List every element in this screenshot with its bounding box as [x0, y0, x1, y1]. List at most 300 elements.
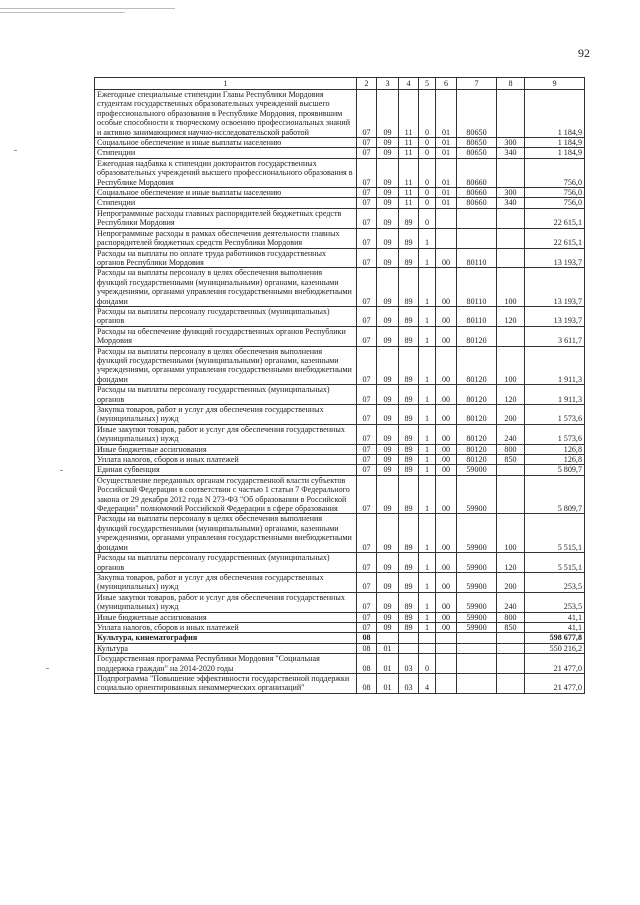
section-code: 07 — [357, 444, 377, 454]
direction-code: 01 — [436, 158, 457, 187]
type-code — [497, 465, 525, 475]
row-name: Расходы на выплаты персоналу государственных (муниципальных) органов — [95, 306, 357, 326]
row-name: Осуществление переданных органам государственной власти субъектов Российской Федерации в соответствии с частью 1 статьи 7 Федерального закона от 29 декабря 2012 года N 273-ФЗ "Об образовании в Российской Федерации" полномочий Российской Федерации в сфере образования — [95, 475, 357, 514]
type-code: 200 — [497, 572, 525, 592]
direction-code: 01 — [436, 148, 457, 158]
subsection-code: 09 — [377, 138, 399, 148]
subsection-code: 09 — [377, 90, 399, 138]
table-row — [95, 326, 585, 346]
table-row — [95, 90, 585, 138]
expense-code — [457, 228, 497, 248]
section-code: 07 — [357, 514, 377, 553]
row-name: Расходы на выплаты персоналу в целях обеспечения выполнения функций государственными (муниципальными) органами, казенными учреждениями, органами управления государственными внебюджетными фондами — [95, 514, 357, 553]
scan-mark — [46, 668, 49, 669]
section-code: 07 — [357, 346, 377, 385]
section-code: 07 — [357, 198, 377, 208]
row-amount: 13 193,7 — [525, 248, 585, 268]
section-code: 07 — [357, 90, 377, 138]
row-name: Стипендии — [95, 148, 357, 158]
scan-mark — [60, 470, 63, 471]
column-header: 8 — [497, 78, 525, 90]
type-code: 120 — [497, 306, 525, 326]
expense-code: 80650 — [457, 138, 497, 148]
expense-code: 80660 — [457, 198, 497, 208]
row-amount: 41,1 — [525, 612, 585, 622]
direction-code — [436, 228, 457, 248]
subsection-code: 09 — [377, 198, 399, 208]
type-code — [497, 90, 525, 138]
type-code — [497, 643, 525, 653]
column-header: 6 — [436, 78, 457, 90]
row-amount: 22 615,1 — [525, 208, 585, 228]
row-name: Стипендии — [95, 198, 357, 208]
type-code: 240 — [497, 424, 525, 444]
subsection-code: 09 — [377, 188, 399, 198]
type-code — [497, 673, 525, 693]
direction-code: 00 — [436, 592, 457, 612]
program-code: 89 — [399, 268, 419, 307]
row-amount: 21 477,0 — [525, 654, 585, 674]
column-header: 2 — [357, 78, 377, 90]
section-code: 07 — [357, 228, 377, 248]
section-code: 07 — [357, 612, 377, 622]
direction-code: 00 — [436, 326, 457, 346]
table-row — [95, 673, 585, 693]
subsection-code: 09 — [377, 514, 399, 553]
row-amount: 756,0 — [525, 158, 585, 187]
program-code — [399, 633, 419, 643]
direction-code — [436, 643, 457, 653]
expense-code: 80110 — [457, 248, 497, 268]
subsection-code: 09 — [377, 622, 399, 632]
subsection-code: 01 — [377, 673, 399, 693]
table-row — [95, 514, 585, 553]
program-code: 89 — [399, 612, 419, 622]
table-row — [95, 465, 585, 475]
section-code: 07 — [357, 138, 377, 148]
program-code: 89 — [399, 326, 419, 346]
table-row — [95, 158, 585, 187]
expense-code: 80110 — [457, 306, 497, 326]
expense-code: 59900 — [457, 572, 497, 592]
subsection-code: 09 — [377, 326, 399, 346]
page-number: 92 — [578, 46, 590, 60]
row-amount: 1 911,3 — [525, 385, 585, 405]
row-amount: 5 809,7 — [525, 465, 585, 475]
direction-code — [436, 654, 457, 674]
expense-code: 80120 — [457, 346, 497, 385]
row-name: Расходы на выплаты персоналу в целях обеспечения выполнения функций государственными (муниципальными) органами, казенными учреждениями, органами управления государственными внебюджетными фондами — [95, 268, 357, 307]
budget-table — [94, 77, 585, 694]
subsection-code: 09 — [377, 158, 399, 187]
subsection-code: 09 — [377, 455, 399, 465]
type-code: 300 — [497, 138, 525, 148]
program-code: 89 — [399, 514, 419, 553]
subprogram-code — [419, 633, 436, 643]
row-name: Подпрограмма "Повышение эффективности государственной поддержки социально ориентированных некоммерческих организаций" — [95, 673, 357, 693]
section-code: 07 — [357, 188, 377, 198]
direction-code: 00 — [436, 405, 457, 425]
type-code — [497, 158, 525, 187]
table-row — [95, 198, 585, 208]
direction-code: 00 — [436, 268, 457, 307]
expense-code: 59900 — [457, 622, 497, 632]
row-amount: 1 911,3 — [525, 346, 585, 385]
expense-code: 80120 — [457, 385, 497, 405]
section-code: 08 — [357, 654, 377, 674]
subsection-code: 09 — [377, 465, 399, 475]
subsection-code: 09 — [377, 475, 399, 514]
subprogram-code: 0 — [419, 654, 436, 674]
row-name: Социальное обеспечение и иные выплаты населению — [95, 188, 357, 198]
type-code — [497, 248, 525, 268]
section-code: 08 — [357, 643, 377, 653]
table-row — [95, 654, 585, 674]
program-code: 11 — [399, 148, 419, 158]
subprogram-code: 1 — [419, 385, 436, 405]
program-code: 89 — [399, 208, 419, 228]
row-amount: 5 515,1 — [525, 514, 585, 553]
section-code: 07 — [357, 148, 377, 158]
column-header: 7 — [457, 78, 497, 90]
row-name: Расходы на выплаты персоналу государственных (муниципальных) органов — [95, 385, 357, 405]
table-row — [95, 385, 585, 405]
table-row — [95, 248, 585, 268]
expense-code — [457, 643, 497, 653]
direction-code: 01 — [436, 198, 457, 208]
program-code: 11 — [399, 188, 419, 198]
type-code — [497, 475, 525, 514]
expense-code: 80120 — [457, 455, 497, 465]
table-row — [95, 455, 585, 465]
program-code: 11 — [399, 138, 419, 148]
table-row — [95, 188, 585, 198]
type-code — [497, 633, 525, 643]
row-amount: 3 611,7 — [525, 326, 585, 346]
program-code: 89 — [399, 553, 419, 573]
section-code: 08 — [357, 673, 377, 693]
column-header: 1 — [95, 78, 357, 90]
expense-code: 80120 — [457, 326, 497, 346]
table-row — [95, 346, 585, 385]
subsection-code: 09 — [377, 268, 399, 307]
type-code: 100 — [497, 268, 525, 307]
subsection-code: 09 — [377, 405, 399, 425]
subprogram-code: 1 — [419, 444, 436, 454]
subprogram-code: 1 — [419, 424, 436, 444]
program-code: 89 — [399, 385, 419, 405]
row-amount: 22 615,1 — [525, 228, 585, 248]
type-code: 120 — [497, 385, 525, 405]
table-row — [95, 612, 585, 622]
row-name: Закупка товаров, работ и услуг для обеспечения государственных (муниципальных) нужд — [95, 572, 357, 592]
subsection-code: 09 — [377, 208, 399, 228]
row-name: Уплата налогов, сборов и иных платежей — [95, 455, 357, 465]
expense-code: 80120 — [457, 424, 497, 444]
program-code: 89 — [399, 306, 419, 326]
subprogram-code: 1 — [419, 553, 436, 573]
subsection-code: 09 — [377, 444, 399, 454]
section-code: 07 — [357, 592, 377, 612]
section-code: 07 — [357, 208, 377, 228]
subprogram-code: 1 — [419, 622, 436, 632]
expense-code: 59900 — [457, 553, 497, 573]
table-row — [95, 424, 585, 444]
program-code: 89 — [399, 405, 419, 425]
table-body — [95, 90, 585, 694]
header-row — [95, 78, 585, 90]
column-header: 9 — [525, 78, 585, 90]
program-code — [399, 643, 419, 653]
direction-code — [436, 633, 457, 643]
direction-code: 00 — [436, 514, 457, 553]
direction-code: 00 — [436, 424, 457, 444]
subprogram-code: 1 — [419, 346, 436, 385]
expense-code: 80120 — [457, 444, 497, 454]
subprogram-code: 0 — [419, 138, 436, 148]
program-code: 89 — [399, 465, 419, 475]
expense-code: 80660 — [457, 188, 497, 198]
subprogram-code: 1 — [419, 326, 436, 346]
type-code: 800 — [497, 612, 525, 622]
subsection-code: 09 — [377, 385, 399, 405]
table-row — [95, 306, 585, 326]
type-code: 340 — [497, 198, 525, 208]
row-name: Государственная программа Республики Мордовия "Социальная поддержка граждан" на 2014-2020 годы — [95, 654, 357, 674]
subprogram-code: 0 — [419, 208, 436, 228]
direction-code: 00 — [436, 465, 457, 475]
column-header: 3 — [377, 78, 399, 90]
subprogram-code: 0 — [419, 198, 436, 208]
section-code: 08 — [357, 633, 377, 643]
expense-code — [457, 633, 497, 643]
type-code — [497, 228, 525, 248]
row-amount: 756,0 — [525, 188, 585, 198]
expense-code — [457, 208, 497, 228]
expense-code: 80650 — [457, 148, 497, 158]
row-amount: 253,5 — [525, 572, 585, 592]
table-row — [95, 444, 585, 454]
row-name: Расходы на обеспечение функций государственных органов Республики Мордовия — [95, 326, 357, 346]
direction-code: 00 — [436, 248, 457, 268]
expense-code: 59900 — [457, 612, 497, 622]
row-name: Единая субвенция — [95, 465, 357, 475]
direction-code: 00 — [436, 455, 457, 465]
row-name: Непрограммные расходы главных распорядителей бюджетных средств Республики Мордовия — [95, 208, 357, 228]
type-code — [497, 654, 525, 674]
subsection-code: 09 — [377, 346, 399, 385]
subprogram-code: 1 — [419, 572, 436, 592]
column-header: 4 — [399, 78, 419, 90]
row-name: Социальное обеспечение и иные выплаты населению — [95, 138, 357, 148]
table-row — [95, 208, 585, 228]
subprogram-code: 1 — [419, 592, 436, 612]
direction-code: 01 — [436, 138, 457, 148]
type-code: 850 — [497, 455, 525, 465]
program-code: 11 — [399, 90, 419, 138]
subprogram-code: 0 — [419, 148, 436, 158]
subprogram-code: 1 — [419, 465, 436, 475]
type-code: 340 — [497, 148, 525, 158]
row-amount: 13 193,7 — [525, 306, 585, 326]
subsection-code: 09 — [377, 553, 399, 573]
subprogram-code: 1 — [419, 228, 436, 248]
direction-code: 00 — [436, 444, 457, 454]
row-amount: 5 515,1 — [525, 553, 585, 573]
row-name: Иные закупки товаров, работ и услуг для обеспечения государственных (муниципальных) нужд — [95, 424, 357, 444]
row-amount: 1 573,6 — [525, 405, 585, 425]
program-code: 03 — [399, 654, 419, 674]
table-row — [95, 553, 585, 573]
subprogram-code: 1 — [419, 475, 436, 514]
table-row — [95, 138, 585, 148]
subsection-code: 01 — [377, 654, 399, 674]
table-row — [95, 405, 585, 425]
subsection-code: 09 — [377, 148, 399, 158]
program-code: 89 — [399, 592, 419, 612]
row-amount: 5 809,7 — [525, 475, 585, 514]
subprogram-code: 0 — [419, 188, 436, 198]
row-amount: 1 184,9 — [525, 138, 585, 148]
program-code: 89 — [399, 455, 419, 465]
subprogram-code: 0 — [419, 158, 436, 187]
table-row — [95, 475, 585, 514]
subsection-code — [377, 633, 399, 643]
row-name: Расходы на выплаты персоналу государственных (муниципальных) органов — [95, 553, 357, 573]
subprogram-code: 1 — [419, 248, 436, 268]
expense-code: 80120 — [457, 405, 497, 425]
table-row — [95, 148, 585, 158]
expense-code: 59000 — [457, 465, 497, 475]
table-row — [95, 268, 585, 307]
subprogram-code — [419, 643, 436, 653]
direction-code: 01 — [436, 90, 457, 138]
direction-code — [436, 208, 457, 228]
row-name: Расходы на выплаты персоналу в целях обеспечения выполнения функций государственными (муниципальными) органами, казенными учреждениями, органами управления государственными внебюджетными фондами — [95, 346, 357, 385]
section-code: 07 — [357, 405, 377, 425]
program-code: 89 — [399, 572, 419, 592]
row-amount: 126,8 — [525, 455, 585, 465]
row-amount: 21 477,0 — [525, 673, 585, 693]
subprogram-code: 1 — [419, 514, 436, 553]
table-row — [95, 572, 585, 592]
type-code: 240 — [497, 592, 525, 612]
column-header: 5 — [419, 78, 436, 90]
row-name: Закупка товаров, работ и услуг для обеспечения государственных (муниципальных) нужд — [95, 405, 357, 425]
direction-code: 01 — [436, 188, 457, 198]
type-code: 200 — [497, 405, 525, 425]
type-code — [497, 208, 525, 228]
row-amount: 1 184,9 — [525, 90, 585, 138]
program-code: 89 — [399, 228, 419, 248]
row-name: Уплата налогов, сборов и иных платежей — [95, 622, 357, 632]
subprogram-code: 1 — [419, 405, 436, 425]
row-name: Иные закупки товаров, работ и услуг для обеспечения государственных (муниципальных) нужд — [95, 592, 357, 612]
expense-code — [457, 654, 497, 674]
row-amount: 550 216,2 — [525, 643, 585, 653]
row-name: Культура — [95, 643, 357, 653]
section-code: 07 — [357, 475, 377, 514]
table-row — [95, 643, 585, 653]
program-code: 89 — [399, 444, 419, 454]
subsection-code: 09 — [377, 572, 399, 592]
program-code: 11 — [399, 198, 419, 208]
expense-code: 59900 — [457, 514, 497, 553]
row-name: Иные бюджетные ассигнования — [95, 444, 357, 454]
expense-code: 80660 — [457, 158, 497, 187]
row-amount: 598 677,8 — [525, 633, 585, 643]
row-amount: 1 573,6 — [525, 424, 585, 444]
program-code: 89 — [399, 475, 419, 514]
row-name: Ежегодная надбавка к стипендии докторантов государственных образовательных учреждений высшего профессионального образования в Республике Мордовия — [95, 158, 357, 187]
type-code: 300 — [497, 188, 525, 198]
expense-code: 59900 — [457, 592, 497, 612]
section-code: 07 — [357, 326, 377, 346]
program-code: 89 — [399, 622, 419, 632]
expense-code: 80650 — [457, 90, 497, 138]
type-code: 800 — [497, 444, 525, 454]
row-name: Культура, кинематография — [95, 633, 357, 643]
subprogram-code: 0 — [419, 90, 436, 138]
table-row — [95, 592, 585, 612]
subsection-code: 01 — [377, 643, 399, 653]
type-code: 850 — [497, 622, 525, 632]
subsection-code: 09 — [377, 612, 399, 622]
type-code: 120 — [497, 553, 525, 573]
row-name: Расходы на выплаты по оплате труда работников государственных органов Республики Мордовия — [95, 248, 357, 268]
section-code: 07 — [357, 622, 377, 632]
table-row — [95, 633, 585, 643]
direction-code: 00 — [436, 553, 457, 573]
section-code: 07 — [357, 268, 377, 307]
direction-code — [436, 673, 457, 693]
direction-code: 00 — [436, 346, 457, 385]
program-code: 03 — [399, 673, 419, 693]
row-amount: 41,1 — [525, 622, 585, 632]
row-amount: 756,0 — [525, 198, 585, 208]
row-amount: 13 193,7 — [525, 268, 585, 307]
subprogram-code: 4 — [419, 673, 436, 693]
section-code: 07 — [357, 248, 377, 268]
direction-code: 00 — [436, 385, 457, 405]
program-code: 89 — [399, 248, 419, 268]
section-code: 07 — [357, 424, 377, 444]
subsection-code: 09 — [377, 306, 399, 326]
row-name: Непрограммные расходы в рамках обеспечения деятельности главных распорядителей бюджетных средств Республики Мордовия — [95, 228, 357, 248]
program-code: 89 — [399, 346, 419, 385]
section-code: 07 — [357, 158, 377, 187]
subsection-code: 09 — [377, 248, 399, 268]
table-row — [95, 622, 585, 632]
row-name: Иные бюджетные ассигнования — [95, 612, 357, 622]
program-code: 89 — [399, 424, 419, 444]
subprogram-code: 1 — [419, 612, 436, 622]
row-amount: 126,8 — [525, 444, 585, 454]
type-code: 100 — [497, 514, 525, 553]
type-code — [497, 326, 525, 346]
direction-code: 00 — [436, 306, 457, 326]
scan-edge-line — [0, 12, 125, 13]
subsection-code: 09 — [377, 228, 399, 248]
section-code: 07 — [357, 553, 377, 573]
section-code: 07 — [357, 455, 377, 465]
subprogram-code: 1 — [419, 268, 436, 307]
scan-mark — [14, 150, 17, 151]
table-row — [95, 228, 585, 248]
subprogram-code: 1 — [419, 455, 436, 465]
scan-edge-line — [0, 8, 175, 9]
section-code: 07 — [357, 465, 377, 475]
